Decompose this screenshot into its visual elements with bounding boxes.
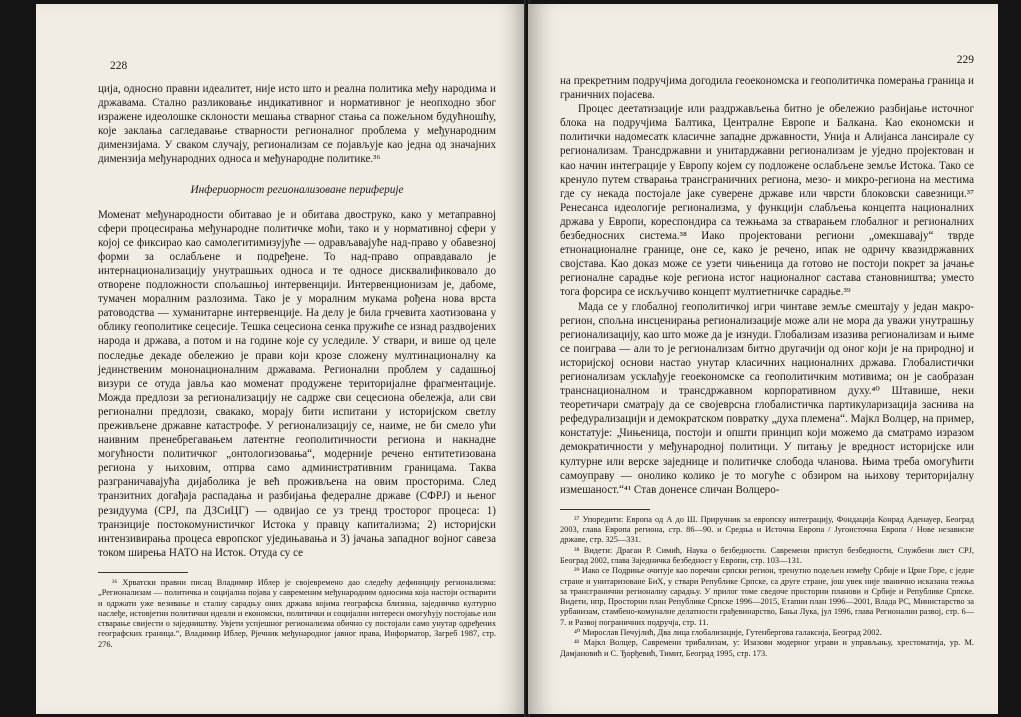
page-number-left: 228 xyxy=(110,60,128,72)
left-paragraph-1: ција, односно правни идеалитет, није исто што и реална политика међу народима и државама. Стално разликовање индикативног и нормативног је неопходно због изражене идеолошке склоности мешања стварног стања са пожељном будућношћу, које заклања сагледавање стварности регионалног проблема у међународним димензијама. У сваком случају, регионализам се појављује као једна од значајних димензија међународних односа и међународне политике.³⁶ xyxy=(98,83,496,166)
right-paragraph-3: Мада се у глобалној геополитичкој игри чинтаве земље смештају у један макро-регион, спољна инсценирања регионализације може али не мора да уважи унутрашњу регионализацију, као што може да је изнуди. Глобализам изазива регионализам и њиме се поиграва — али то је регионализам битно другачији од оног који је на природној и историјској основи настао унутар класичних националних држава. Глобалистички регионализам усклађује геоекономске са геополитичким мотивима; он је саобразан транснационалном и трансдржавном корпоративном духу.⁴⁰ Штавише, неки теоретичари сматрају да се својеврсна глобалистичка партикуларизација заснива на рефедурализацији и демократском повратку „духа племена“. Мајкл Волцер, на пример, констатује: „Чињеница, постоји и општи принцип који можемо да сматрамо изразом демократичности у међународној политици. У питању је вредност историјске или културне или верске заједнице и политичке слобода чланова. Њима треба омогућити самоуправу — онолико колико је то могуће с обзиром на њихову територијалну измешаност.“⁴¹ Став доненсе сличан Волцеро- xyxy=(560,300,974,496)
footnote-41: ⁴¹ Мајкл Волцер, Савремени трибализам, у: Изазови модерног уграви и управљању, хрестоматија, ур. М. Дамјановић и С. Ђорђевић, Тимит, Београд 1995, стр. 173. xyxy=(560,638,974,658)
right-paragraph-2: Процес деетатизације или раздржављења битно је обележио разбијање источног блока на подручјима Балтика, Централне Европе и Балкана. Као економски и политички надомесатк класичне западне државности, Унија и Алијанса лансирале су регионализам. Трансдржавни и унитарджавни регионализам је уједно пројектован и као начин интеграције у Европу којем су подложене ослабљене земље Истока. Тако се кренуло путем стварања трансграничних региона, мезо- и микро-региона на местима где су некада постојале јаке суверене државе или чврсти блоковски савезници.³⁷ Ренесанса идеологије регионализма, у функцији слабљења концепта националних држава у Европи, кореспондира са тежњама за стварањем глобалног и регионалних безбедносних система.³⁸ Иако пројектовани региони „омекшавају“ тврде етнонационалне границе, оне се, како је речено, ипак не одричу квазидржавних својстава. Као доказ може се узети чињеница да готово не постоји покрет за јачање регионалне сарадње које региона истог националног састава становништва; уместо тога форсира се искључиво концепт мултиетничке сарадње.³⁹ xyxy=(560,103,974,299)
footnote-38: ³⁸ Видети: Драган Р. Симић, Наука о безбедности. Савремени приступ безбедности, Службени лист СРЈ, Београд 2002, глава Заједничка безбедност у Европи, стр. 103—131. xyxy=(560,545,974,565)
footnote-40: ⁴⁰ Мирослав Печујлић, Два лица глобализације, Гутенбергова галаксија, Београд 2002. xyxy=(574,628,882,638)
right-footnotes xyxy=(560,515,974,659)
left-page xyxy=(36,4,526,714)
left-footnotes xyxy=(98,578,496,650)
footnote-rule-right xyxy=(560,509,650,510)
left-paragraph-2: Моменат међународности обитавао је и обитава двоструко, како у метаправној сфери процесирања међународне политичке моћи, тако и у нормативној сфери у којој се фиксирао као самолегитимизујуће — одрављавајуће над-право у обавезној форми за ослабљене и подређене. То над-право оправдавало је интернационализацију унутрашњих односа и те односе дисквалификовало до отворене подложности спољашњој интервенцији. Интервенционизам је, дабоме, тумачен моралним разлозима. Тако је у моралним мукама рођена нова врста ратоводства — хуманитарне интервенције. На делу је била грчевита хаотизована у облику геополитике сецесије. Тешка сецесиона сенка пружиће се изнад раздвојених народа и држава, а потом и на године које су уследиле. У ствари, и више од целе последње декаде обележио је прави који крозе сложену мултинационалну ка јединственим мононационалним државама. Регионални проблем у садашњој визури се отуда јавља као моменат продужене територијалне фрагментације. Можда предлози за регионализацију не садрже сви сецесиона обележја, али сви регионални предлози, свакако, морају бити испитани у историјском светлу преживљене државне катастрофе. У регионализацију се, наиме, не би смело ући наивним пренебрегавањем латентне геополитичности региона и накнадне могућности политичког „онтологизовања“, модерније речено ентитетизована регионa у њиховим, отпрва само административним границама. Таква разграничавајућа дијаболика је већ проживљена на овим просторима. След транзитних догађаја распадања и разбијања федералне државе (СФРЈ) и њеног резидуума (СРЈ, па ДЗСиЦГ) — одвијао се уз тренд тросторог процеса: 1) транзиције постокомунистичког Истока у правцу капитализма; 2) историјски интензивирања процеса европског уједињавања и 3) јачања западног војног савеза током ширења НАТО на Исток. Отуда су се xyxy=(98,208,496,559)
right-page xyxy=(528,4,998,714)
left-page-body xyxy=(98,82,496,560)
footnote-37: ³⁷ Упоредити: Европа од А до Ш. Приручник за европску интеграцију, Фондација Конрад Аденауер, Београд 2003, глава Европа регионa, стр. 86—90. и Средња и Источна Европа / Југоисточна Европа / Нове независне државе, стр. 325—331. xyxy=(560,514,974,545)
page-number-right: 229 xyxy=(956,54,974,66)
right-page-body xyxy=(560,74,974,497)
footnote-36: ³⁶ Хрватски правни писац Владимир Иблер је својевремено дао следећу дефиницију регионализма: „Регионализам — политичка и социјална појава у савременим међународним односима која настоји остварити и одржати уже везивање и сталну сарадњу оних држава којима географска близина, заједничко културно наслеђе, истовјетни политички идеали и економски, политички и социјални интереси омогућују постојање или стварање свијести о заједништву. Увјети успјешног регионализма обично су постојали само унутар одређених географских граница.“, Владимир Иблер, Рјечник међународног јавног права, Информатор, Загреб 1987, стр. 276. xyxy=(98,577,496,649)
section-heading: Инфериорност регионализоване периферије xyxy=(190,183,404,196)
right-paragraph-1: на прекретним подручјима догодила геоекономска и геополитичка померања граница и граничних појасева. xyxy=(560,75,974,102)
footnote-rule-left xyxy=(98,572,188,573)
footnote-39: ³⁹ Иако се Подриње очитује као поречни српски регион, тренутно подељен између Србије и Црне Горе, с једне стране и унитаризоване БиХ, у ствари Републике Српске, са друге стране, још увек није званично исказана тежња за трансгранични регионалну сарадњу. У прилог томе сведоче просторни планови и Србије и Републике Српске. Видети, нпр, Просторни план Републике Српске 1996—2015, Етапни план 1996—2001, Влада РС, Министарство за урбанизам, стамбено-комуналне делатности грађевинарство, Бања Лука, јул 1996, глава Регионални развој, стр. 6—7. и Развој пограничних подручја, стр. 11. xyxy=(560,566,974,627)
